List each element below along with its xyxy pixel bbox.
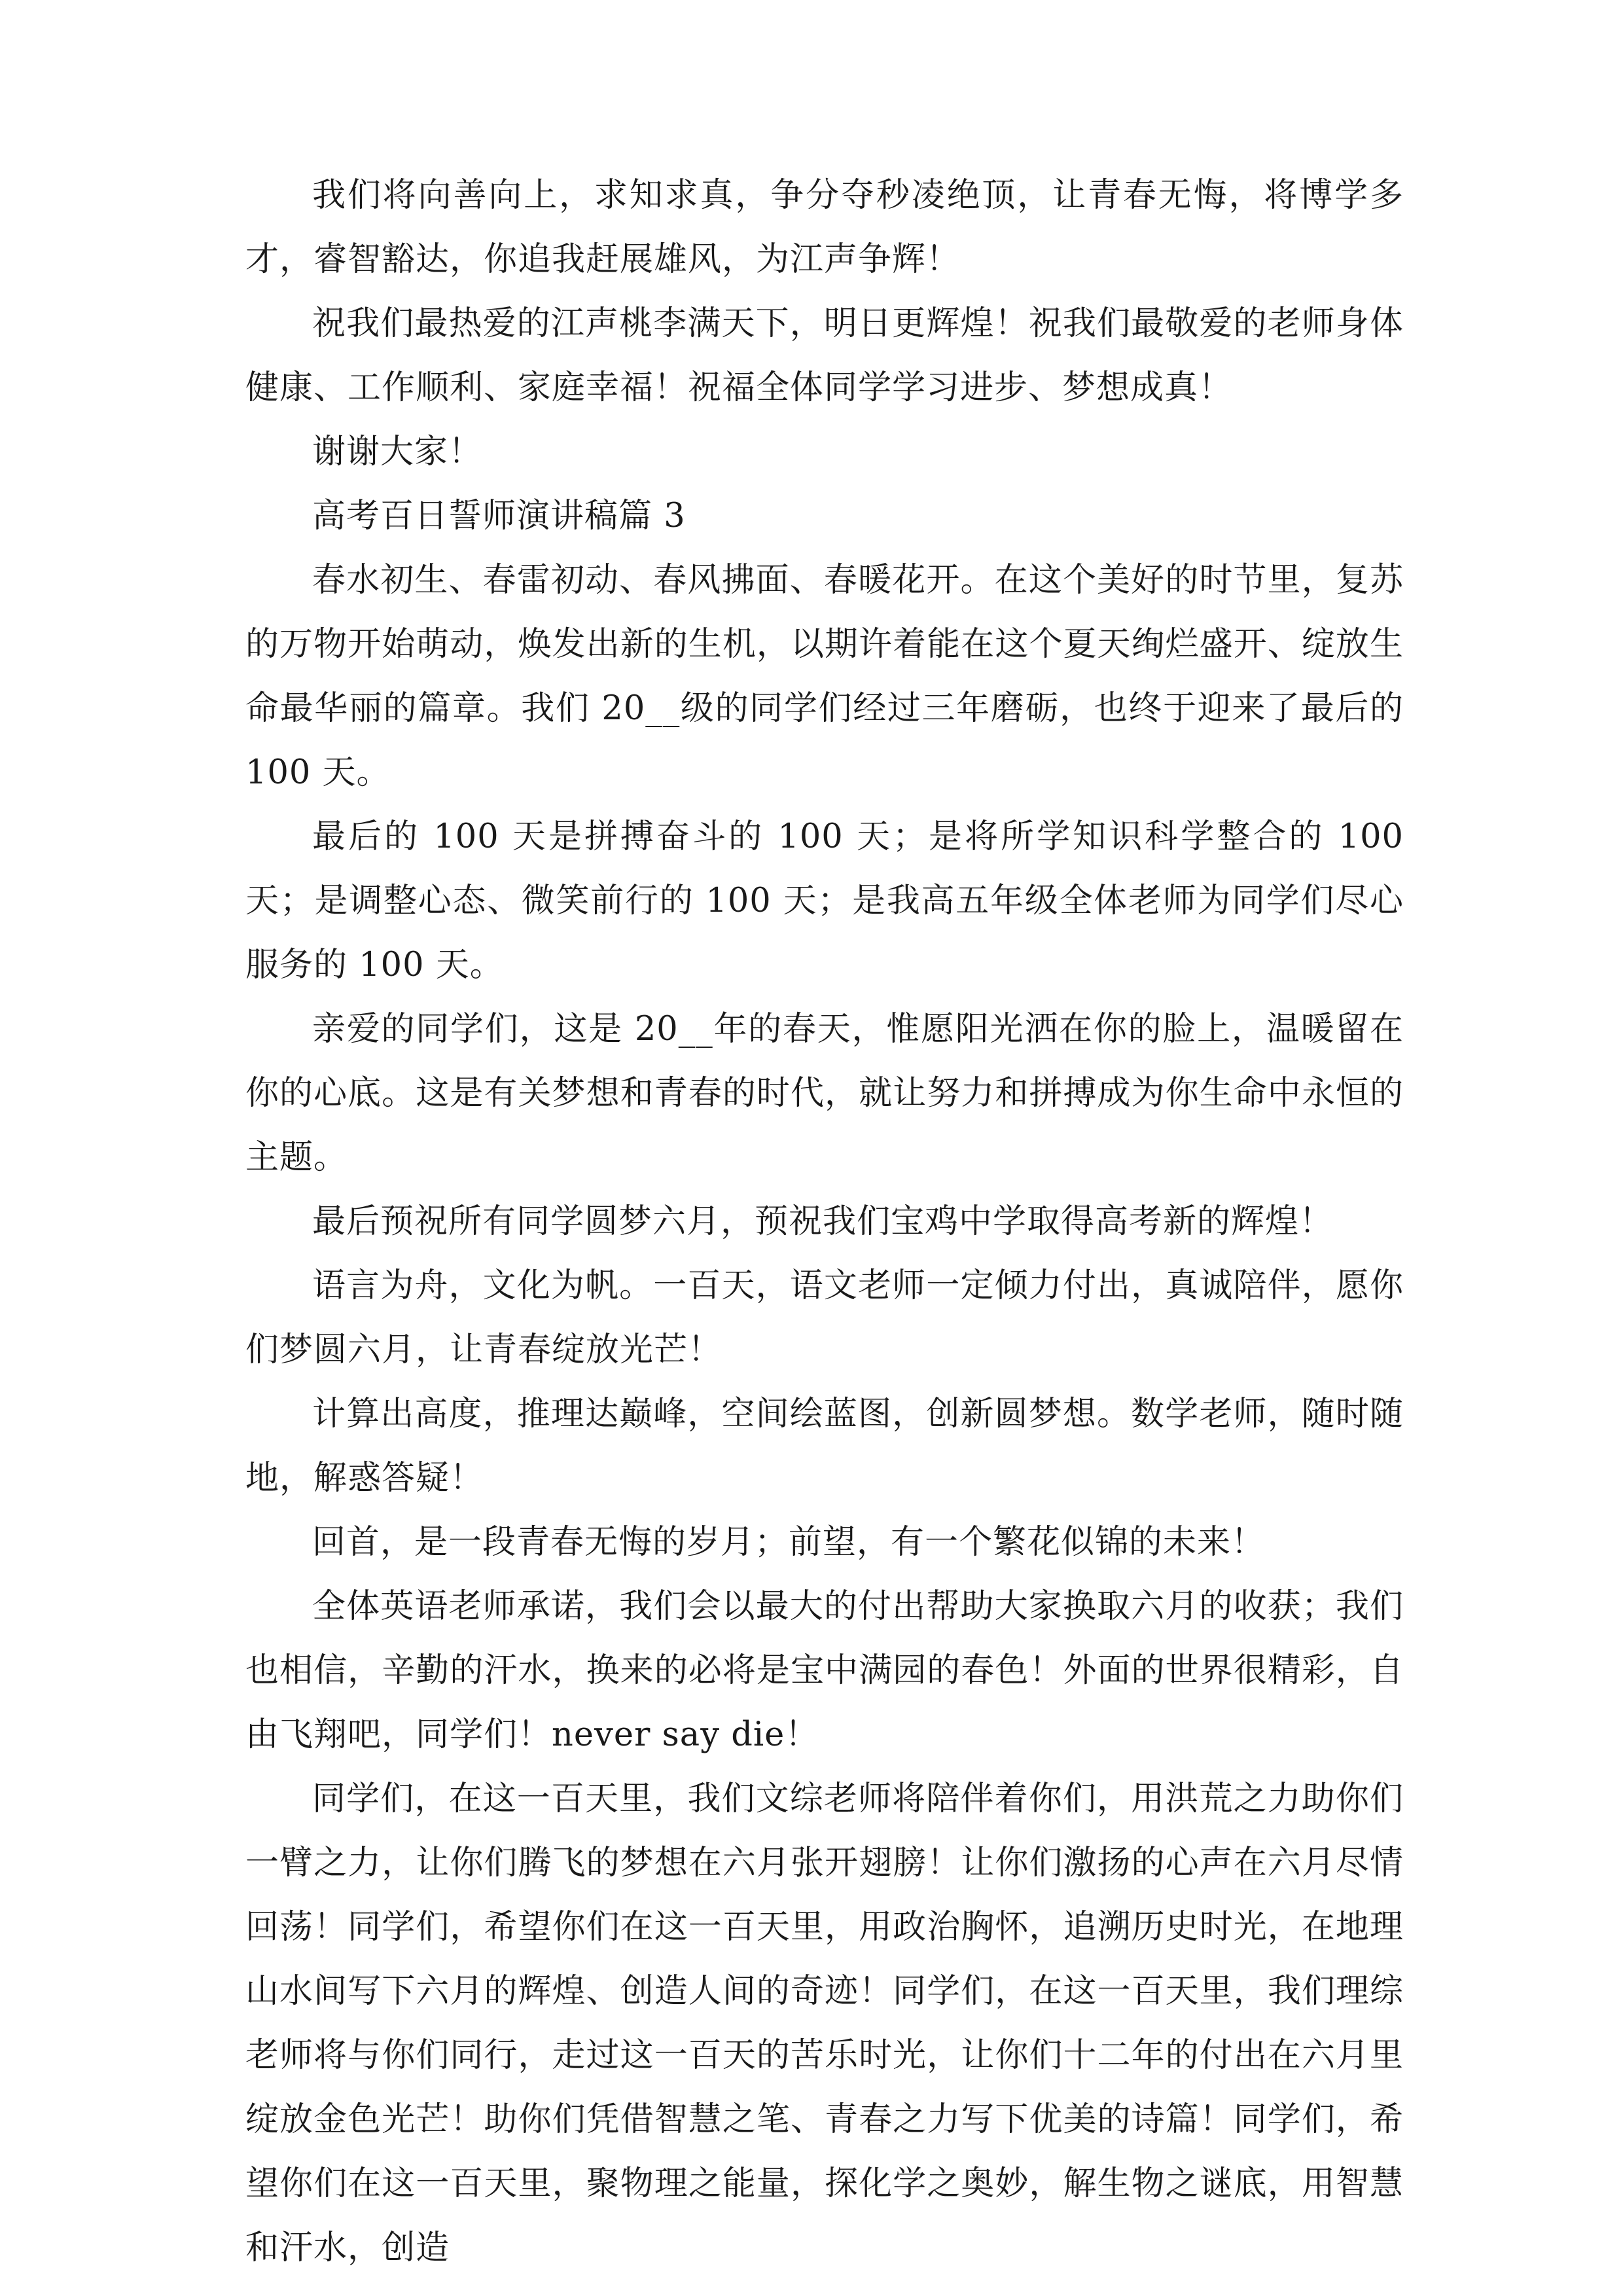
paragraph: 谢谢大家！ <box>312 433 483 471</box>
paragraph: 最后预祝所有同学圆梦六月，预祝我们宝鸡中学取得高考新的辉煌！ <box>312 1202 1334 1241</box>
paragraph: 祝我们最热爱的江声桃李满天下，明日更辉煌！祝我们最敬爱的老师身体健康、工作顺利、家庭幸福！祝福全体同学学习进步、梦想成真！ <box>245 304 1404 407</box>
paragraph: 全体英语老师承诺，我们会以最大的付出帮助大家换取六月的收获；我们也相信，辛勤的汗水，换来的必将是宝中满园的春色！外面的世界很精彩，自由飞翔吧，同学们！never say die！ <box>245 1587 1404 1754</box>
paragraph: 语言为舟，文化为帆。一百天，语文老师一定倾力付出，真诚陪伴，愿你们梦圆六月，让青春绽放光芒！ <box>245 1266 1404 1369</box>
section-title: 高考百日誓师演讲稿篇 3 <box>312 497 686 535</box>
paragraph: 我们将向善向上，求知求真，争分夺秒凌绝顶，让青春无悔，将博学多才，睿智豁达，你追我赶展雄风，为江声争辉！ <box>245 176 1404 279</box>
document-body <box>245 164 1404 2280</box>
paragraph: 春水初生、春雷初动、春风拂面、春暖花开。在这个美好的时节里，复苏的万物开始萌动，焕发出新的生机，以期许着能在这个夏天绚烂盛开、绽放生命最华丽的篇章。我们 20__级的同学们经过三年磨砺，也终于迎来了最后的 100 天。 <box>245 561 1404 792</box>
paragraph: 亲爱的同学们，这是 20__年的春天，惟愿阳光洒在你的脸上，温暖留在你的心底。这是有关梦想和青春的时代，就让努力和拼搏成为你生命中永恒的主题。 <box>245 1010 1404 1177</box>
paragraph: 最后的 100 天是拼搏奋斗的 100 天；是将所学知识科学整合的 100 天；是调整心态、微笑前行的 100 天；是我高五年级全体老师为同学们尽心服务的 100 天。 <box>245 817 1404 984</box>
paragraph: 回首，是一段青春无悔的岁月；前望，有一个繁花似锦的未来！ <box>312 1523 1266 1562</box>
paragraph: 同学们，在这一百天里，我们文综老师将陪伴着你们，用洪荒之力助你们一臂之力，让你们腾飞的梦想在六月张开翅膀！让你们激扬的心声在六月尽情回荡！同学们，希望你们在这一百天里，用政治胸怀，追溯历史时光，在地理山水间写下六月的辉煌、创造人间的奇迹！同学们，在这一百天里，我们理综老师将与你们同行，走过这一百天的苦乐时光，让你们十二年的付出在六月里绽放金色光芒！助你们凭借智慧之笔、青春之力写下优美的诗篇！同学们，希望你们在这一百天里，聚物理之能量，探化学之奥妙，解生物之谜底，用智慧和汗水，创造 <box>245 1780 1404 2267</box>
paragraph: 计算出高度，推理达巅峰，空间绘蓝图，创新圆梦想。数学老师，随时随地，解惑答疑！ <box>245 1395 1404 1498</box>
